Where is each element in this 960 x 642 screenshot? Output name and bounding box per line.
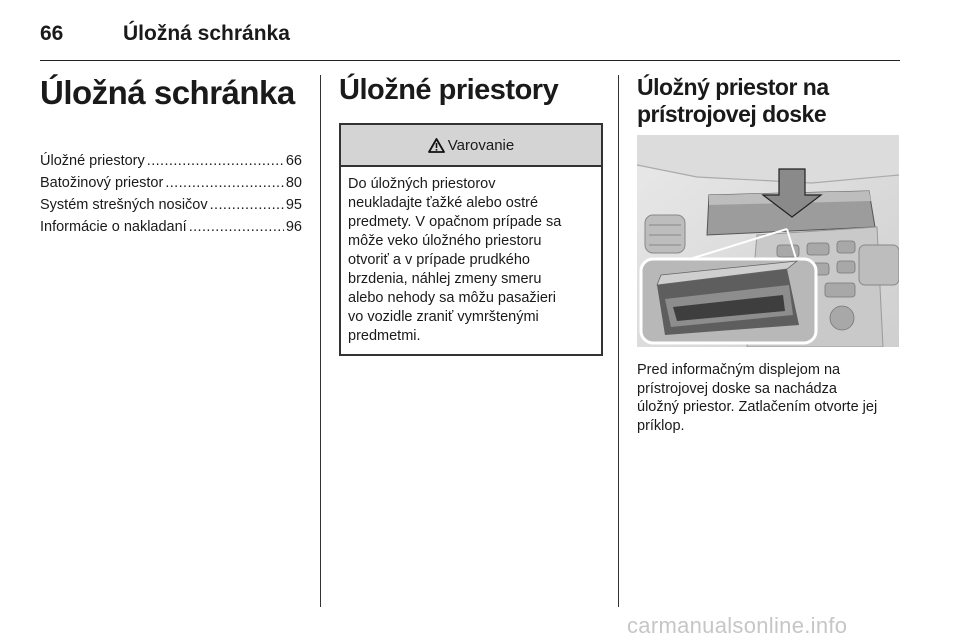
warning-header [341, 125, 601, 167]
warning-line: Do úložných priestorov [348, 176, 496, 192]
table-of-contents [40, 150, 302, 238]
chapter-heading: Úložná schránka [40, 74, 295, 111]
body-line: príklop. [637, 417, 685, 434]
running-title: Úložná schránka [123, 22, 290, 45]
toc-dot-leader [147, 150, 284, 172]
body-line: prístrojovej doske sa nachádza [637, 380, 837, 397]
toc-entry-page: 95 [285, 197, 302, 213]
warning-line: môže veko úložného priestoru [348, 233, 542, 249]
section-heading: Úložné priestory [339, 74, 559, 106]
warning-line: alebo nehody sa môžu pasažieri [348, 290, 556, 306]
toc-entry-label: Batožinový priestor [40, 175, 164, 191]
watermark: carmanualsonline.info [627, 613, 848, 638]
subsection-heading-line: prístrojovej doske [637, 101, 827, 127]
body-line: úložný priestor. Zatlačením otvorte jej [637, 399, 878, 415]
dashboard-storage-photo [637, 135, 899, 347]
warning-line: brzdenia, náhlej zmeny smeru [348, 271, 542, 287]
toc-dot-leader [165, 172, 284, 194]
warning-line: predmetmi. [348, 328, 421, 344]
column-divider [320, 75, 321, 607]
body-line: Pred informačným displejom na [637, 362, 841, 378]
warning-line: otvoriť a v prípade prudkého [348, 252, 530, 268]
toc-entry-label: Úložné priestory [40, 153, 145, 169]
toc-dot-leader [210, 194, 284, 216]
warning-line: predmety. V opačnom prípade sa [348, 214, 562, 230]
toc-entry-page: 66 [285, 153, 302, 169]
page-number: 66 [40, 22, 64, 45]
column-divider [618, 75, 619, 607]
toc-entry[interactable] [40, 194, 302, 216]
toc-entry-label: Informácie o nakladaní [40, 219, 187, 235]
warning-text [341, 167, 601, 354]
warning-line: neukladajte ťažké alebo ostré [348, 195, 539, 211]
toc-entry[interactable] [40, 172, 302, 194]
storage-description [637, 361, 909, 435]
toc-entry-page: 80 [285, 175, 302, 191]
toc-entry[interactable] [40, 150, 302, 172]
warning-line: vo vozidle zraniť vymrštenými [348, 309, 539, 325]
warning-box [339, 123, 603, 356]
toc-entry-page: 96 [285, 219, 302, 235]
warning-title: Varovanie [447, 136, 515, 154]
toc-dot-leader [189, 216, 284, 238]
subsection-heading-line: Úložný priestor na [637, 74, 829, 100]
page-header [40, 14, 900, 61]
toc-entry[interactable] [40, 216, 302, 238]
warning-triangle-icon [428, 138, 445, 153]
toc-entry-label: Systém strešných nosičov [40, 197, 208, 213]
subsection-heading [637, 74, 829, 128]
